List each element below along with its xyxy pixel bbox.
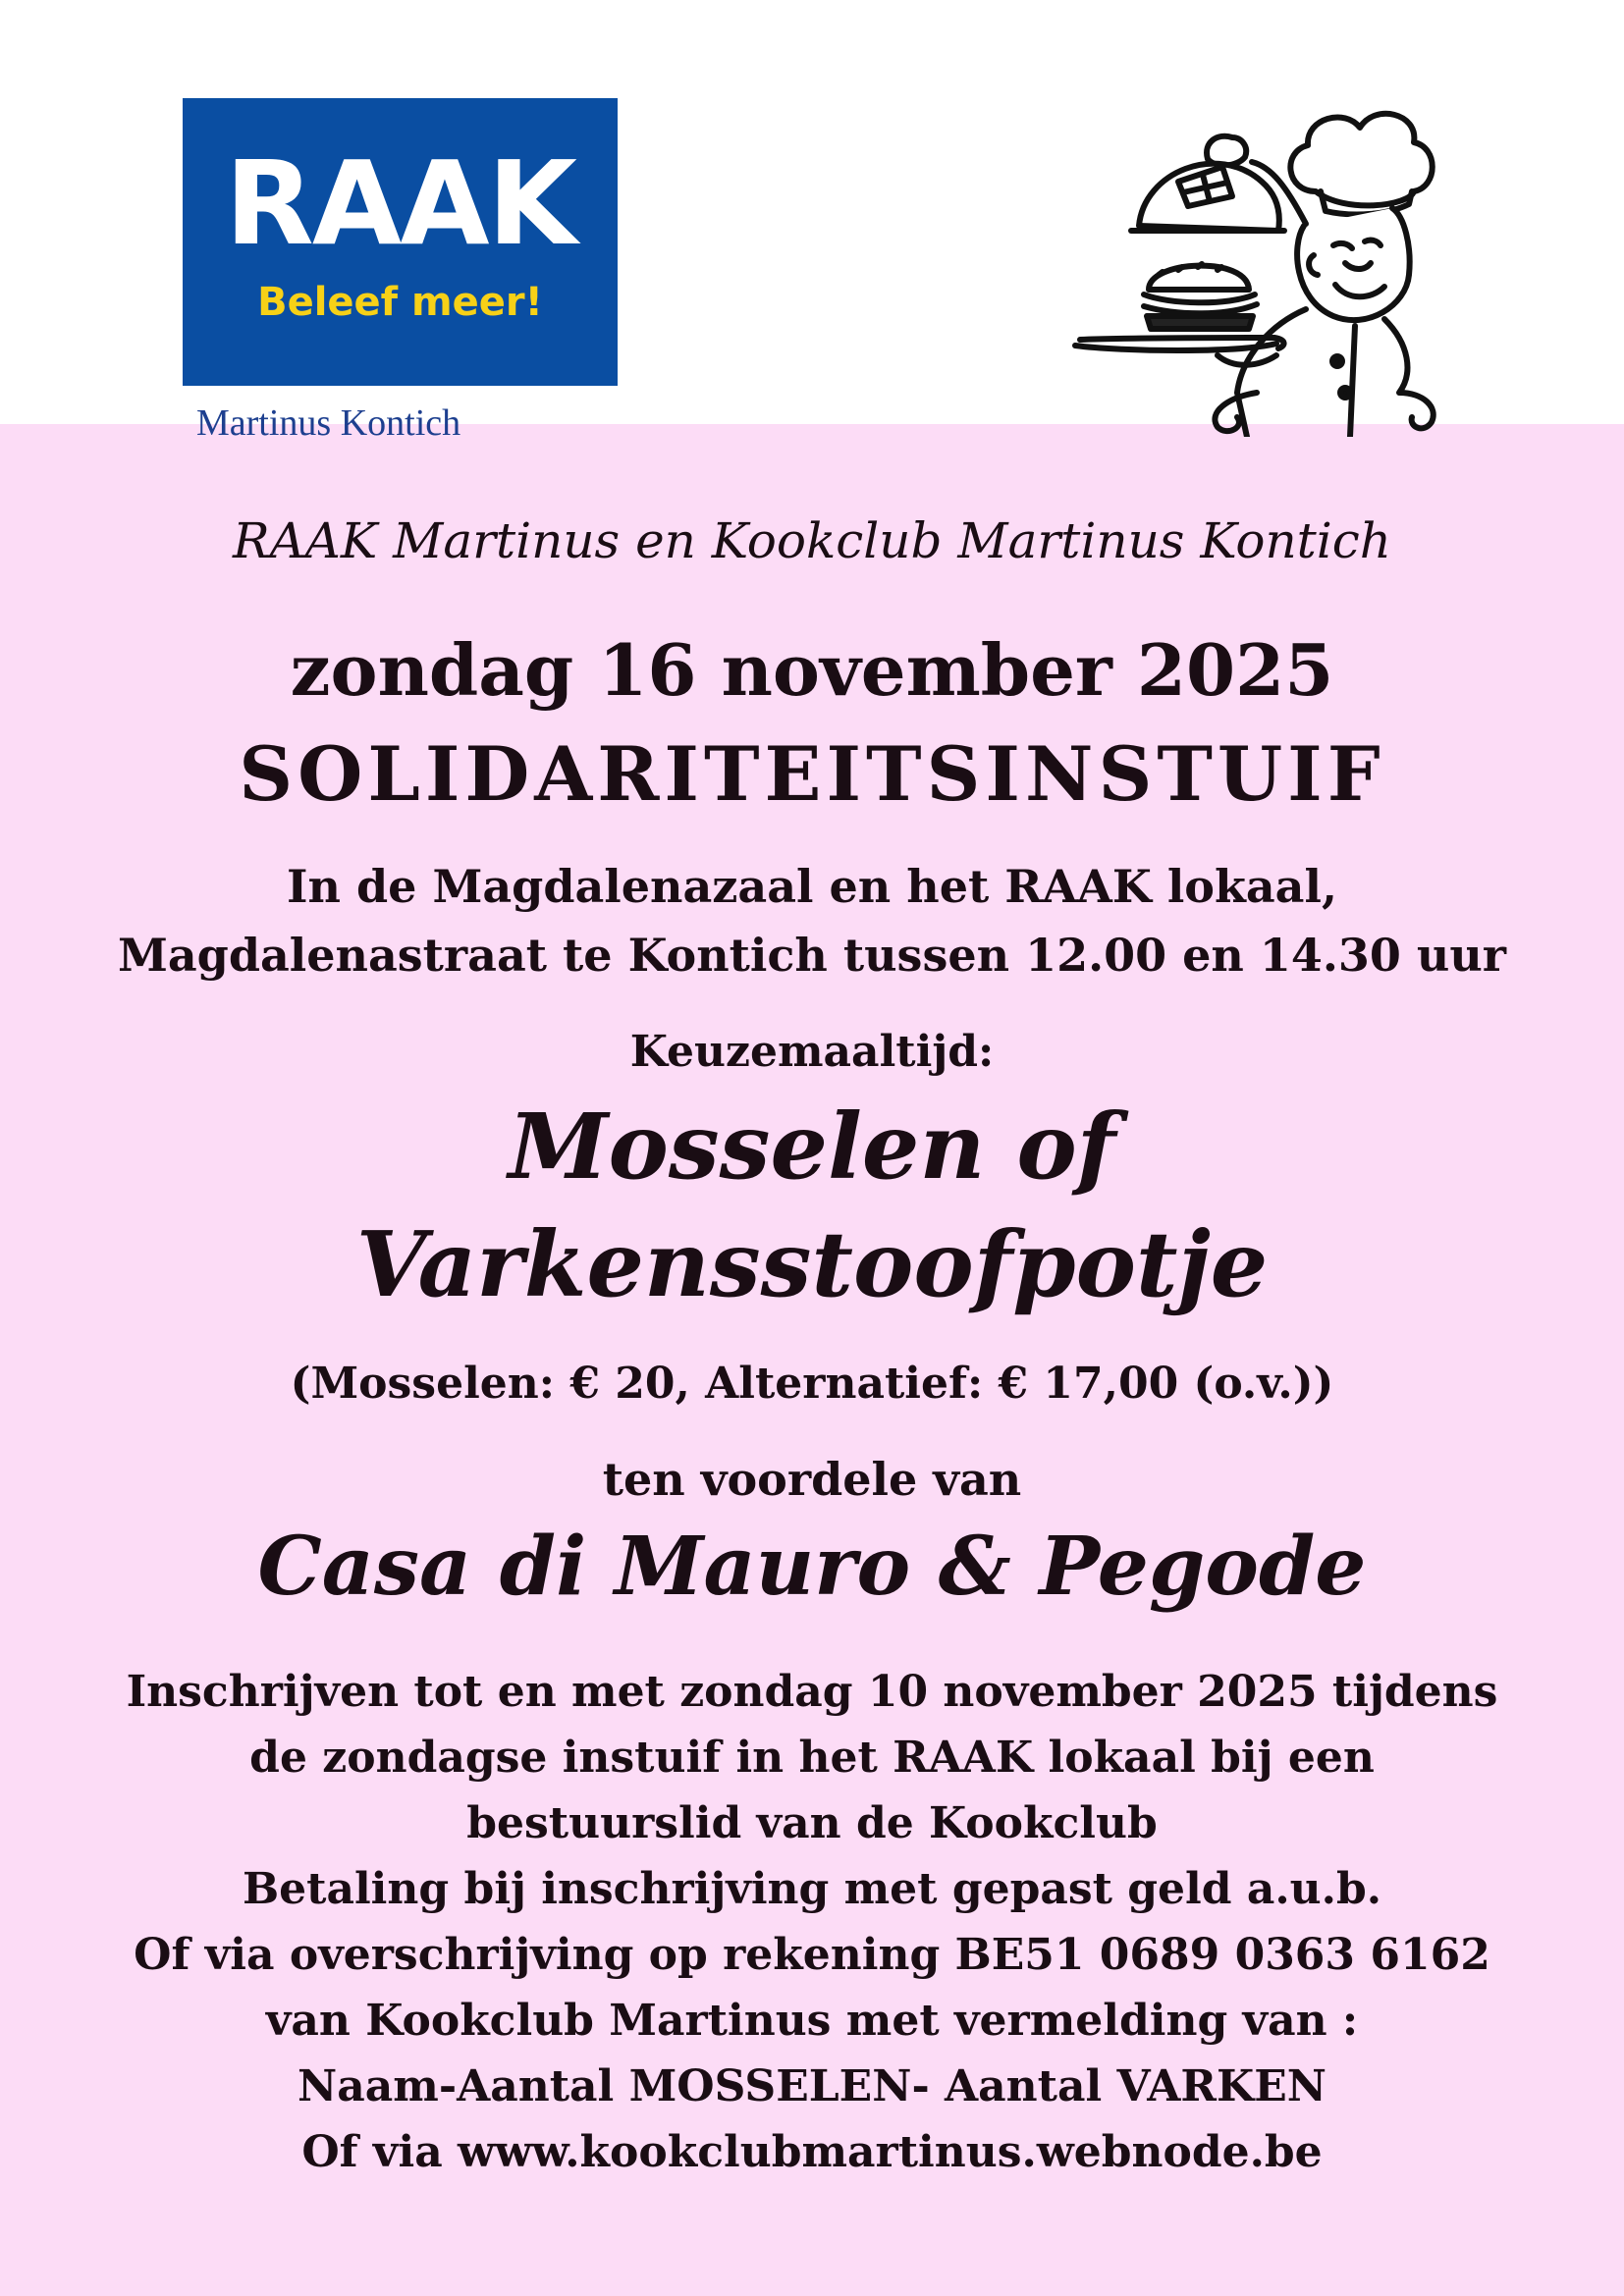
benefit-label: ten voordele van [602,1453,1022,1506]
registration-line: van Kookclub Martinus met vermelding van : [265,1996,1359,2046]
venue-line-1: In de Magdalenazaal en het RAAK lokaal, [287,860,1337,913]
registration-line: Of via overschrijving op rekening BE51 0689 0363 6162 [134,1930,1490,1980]
organizers-line: RAAK Martinus en Kookclub Martinus Kontich [233,512,1391,569]
registration-info [0,1659,1624,2185]
menu-label: Keuzemaaltijd: [629,1027,995,1077]
registration-line: bestuurslid van de Kookclub [466,1798,1158,1848]
raak-logo [183,98,618,386]
dish-line-1: Mosselen of [508,1094,1116,1200]
registration-line: Betaling bij inschrijving met gepast geld a.u.b. [242,1864,1382,1914]
price-line: (Mosselen: € 20, Alternatief: € 17,00 (o.v.)) [290,1359,1334,1409]
registration-line: de zondagse instuif in het RAAK lokaal bij een [249,1733,1375,1783]
registration-line: Naam-Aantal MOSSELEN- Aantal VARKEN [298,2061,1326,2111]
logo-brand-text: RAAK [225,135,575,271]
event-date: zondag 16 november 2025 [290,628,1334,712]
dish-line-2: Varkensstoofpotje [355,1211,1269,1317]
beneficiary-name: Casa di Mauro & Pegode [257,1520,1367,1614]
chef-with-burger-icon [1021,98,1443,437]
registration-line: Of via www.kookclubmartinus.webnode.be [301,2127,1323,2177]
registration-line: Inschrijven tot en met zondag 10 november 2025 tijdens [126,1667,1498,1717]
logo-tagline: Beleef meer! [257,280,543,325]
logo-subtitle: Martinus Kontich [196,402,461,444]
venue-line-2: Magdalenastraat te Kontich tussen 12.00 en 14.30 uur [117,929,1507,982]
event-title: SOLIDARITEITSINSTUIF [239,730,1385,818]
